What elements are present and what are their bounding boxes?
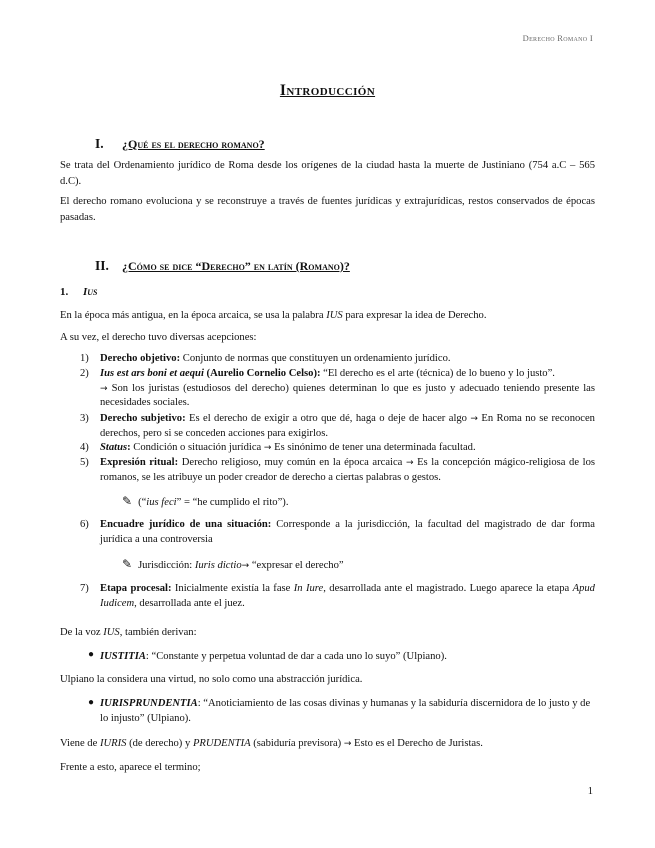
list-text: Corresponde a la jurisdicción, la facultad del magistrado de dar forma jurídica a una controversia (100, 519, 595, 545)
paragraph: Se trata del Ordenamiento jurídico de Roma desde los orígenes de la ciudad hasta la muerte de Justiniano (754 a.C – 565 d.C). (60, 160, 595, 187)
text: , también derivan: (119, 627, 197, 638)
note (122, 493, 288, 511)
list-number: 3) (80, 413, 89, 424)
subsection-number: 1. (60, 286, 69, 298)
note-text: (“ (138, 497, 147, 508)
list-italic: In Iure (293, 583, 324, 594)
italic-term: IUS (103, 627, 120, 638)
arrow-icon: → (241, 561, 250, 571)
paragraph: A su vez, el derecho tuvo diversas acepciones: (60, 332, 257, 343)
list-number: 1) (80, 353, 89, 364)
arrow-icon: → (405, 458, 414, 468)
list-text: Son los juristas (estudiosos del derecho) quienes determinan lo que es justo y adecuado teniendo presente las necesidades sociales. (100, 382, 595, 408)
list-term: Etapa procesal: (100, 583, 172, 594)
page-number: 1 (587, 786, 593, 797)
paragraph (60, 736, 595, 752)
section-1-heading (95, 136, 265, 152)
list-number: 5) (80, 457, 89, 468)
bullet-text: : “Constante y perpetua voluntad de dar a cada uno lo suyo” (Ulpiano). (145, 651, 447, 662)
note-italic: Iuris dictio (194, 560, 242, 571)
italic-term: IURIS (99, 738, 127, 749)
italic-term: IUS (326, 310, 343, 321)
subsection-heading (60, 286, 98, 298)
list-italic: Apud Iudicem (100, 583, 595, 609)
list-term: : (127, 442, 131, 453)
list-text: , desarrollada ante el magistrado. Luego aparece la etapa (323, 583, 573, 594)
list-text: “El derecho es el arte (técnica) de lo bueno y lo justo”. (320, 368, 555, 379)
list-term: (Aurelio Cornelio Celso): (203, 368, 321, 379)
text: para expresar la idea de Derecho. (342, 310, 487, 321)
list-text: Es sinónimo de tener una determinada facultad. (271, 442, 476, 453)
paragraph: Ulpiano la considera una virtud, no solo como una abstracción jurídica. (60, 674, 363, 685)
bullet-text: : “Anoticiamiento de las cosas divinas y humanas y la sabiduría discernidora de lo justo y de lo injusto” (Ulpiano). (100, 698, 591, 724)
list-number: 4) (80, 442, 89, 453)
text: (de derecho) y (126, 738, 193, 749)
list-text: Conjunto de normas que constituyen un ordenamiento jurídico. (180, 353, 451, 364)
list-term: Encuadre jurídico de una situación: (100, 519, 272, 530)
section-number: I. (95, 136, 104, 151)
note-italic: ius feci (146, 497, 177, 508)
text: En la época más antigua, en la época arcaica, se usa la palabra (60, 310, 327, 321)
pen-icon: ✎ (122, 494, 133, 508)
note (122, 556, 344, 574)
text: (sabiduría previsora) (250, 738, 344, 749)
note-text: ” = “he cumplido el rito”). (176, 497, 289, 508)
subsection-title: Ius (83, 286, 98, 298)
bullet-item (0, 697, 655, 727)
section-number: II. (95, 258, 109, 273)
paragraph: Frente a esto, aparece el termino; (60, 762, 201, 773)
list-text: Es la concepción mágico-religiosa de los romanos, se les atribuye un poder creador de derecho a ciertas palabras o gestos. (100, 457, 595, 483)
text: De la voz (60, 627, 104, 638)
note-text: Jurisdicción: (138, 560, 195, 571)
paragraph (60, 308, 595, 324)
italic-term: PRUDENTIA (192, 738, 251, 749)
section-title: ¿Cómo se dice “Derecho” en latín (Romano)? (122, 259, 350, 273)
list-term: Status (100, 442, 128, 453)
bullet-icon: ● (88, 697, 95, 708)
text: Esto es el Derecho de Juristas. (351, 738, 483, 749)
bullet-term: IURISPRUNDENTIA (100, 698, 198, 709)
list-term: Derecho objetivo: (100, 353, 181, 364)
text: Viene de (60, 738, 100, 749)
section-title: ¿Qué es el derecho romano? (122, 137, 265, 151)
pen-icon: ✎ (122, 557, 133, 571)
list-term: Ius est ars boni et aequi (100, 368, 204, 379)
note-text: “expresar el derecho” (249, 560, 344, 571)
list-text: En Roma no se reconocen derechos, pero si se conceden acciones para exigirlos. (100, 413, 595, 439)
list-text: Condición o situación jurídica (130, 442, 264, 453)
arrow-icon: → (263, 443, 272, 453)
section-2-heading (95, 258, 350, 274)
bullet-term: IUSTITIA (100, 651, 146, 662)
running-header: Derecho Romano I (522, 33, 593, 43)
list-text: Inicialmente existía la fase (171, 583, 294, 594)
bullet-icon: ● (88, 649, 95, 660)
list-term: Derecho subjetivo: (100, 413, 186, 424)
arrow-icon: → (470, 414, 478, 424)
list-text: Derecho religioso, muy común en la época arcaica (178, 457, 406, 468)
list-number: 2) (80, 368, 89, 379)
arrow-icon: → (343, 739, 352, 749)
page-title: Introducción (279, 82, 376, 99)
bullet-item (0, 649, 655, 665)
list-term: Expresión ritual: (100, 457, 179, 468)
arrow-icon: → (100, 383, 108, 394)
paragraph (60, 625, 595, 641)
paragraph: El derecho romano evoluciona y se reconstruye a través de fuentes jurídicas y extrajurídicas, restos conservados de épocas pasadas. (60, 196, 595, 223)
list-number: 7) (80, 583, 89, 594)
list-text: Es el derecho de exigir a otro que dé, haga o deje de hacer algo (185, 413, 471, 424)
list-number: 6) (80, 519, 89, 530)
list-text: , desarrollada ante el juez. (134, 597, 245, 609)
